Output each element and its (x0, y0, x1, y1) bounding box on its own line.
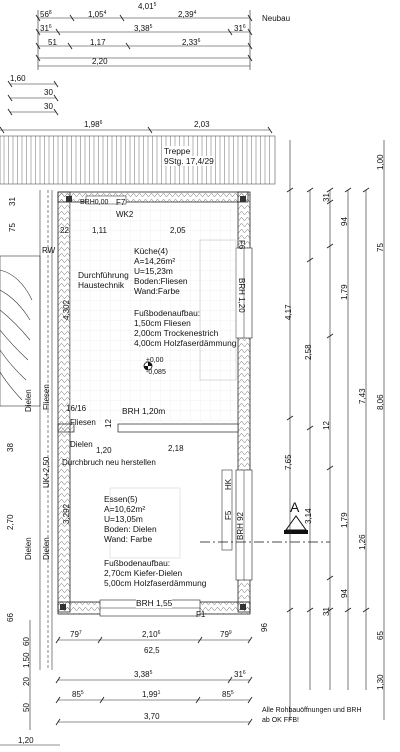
label-f6: F6 (237, 240, 246, 250)
dim-r3-0: 51 (48, 38, 57, 47)
label-brh120-wall: BRH 1,20 (237, 278, 246, 313)
dim-r3-2: 2,33$^6$ (182, 38, 201, 47)
dim-270: 2,70 (6, 514, 15, 530)
rdim-c1-0: 1,00 (376, 154, 385, 170)
dim-3292: 3,292 (62, 503, 71, 524)
dim-r3-1: 1,17 (90, 38, 106, 47)
label-dielen-h: Dielen (70, 440, 93, 449)
bdim-b3-1: $31^6$ (234, 670, 246, 679)
rdim-c3-6: 31 (322, 607, 331, 616)
dining-area: A=10,62m² (104, 504, 146, 514)
rdim-c1-1: 4,17 (284, 304, 293, 320)
dining-floor-layer-1: 2,70cm Kiefer-Dielen (104, 568, 183, 578)
label-durchbruch: Durchbruch neu herstellen (62, 458, 156, 467)
rdim-c2-1: 2,58 (304, 344, 313, 360)
rdim-c5-0: 8,06 (376, 394, 385, 410)
dim-r1-0: $56^8$ (40, 10, 52, 19)
dim-38: 38 (6, 443, 15, 452)
bdim-left-2: 20 (22, 677, 31, 686)
bdim-b6: 1,20 (18, 736, 34, 745)
bdim-b3-0: 3,38$^5$ (134, 670, 153, 679)
bdim-b4-0: $85^5$ (72, 690, 84, 699)
bdim-b5: 3,70 (144, 712, 160, 721)
kitchen-floor: Boden:Fliesen (134, 276, 188, 286)
rdim-c3-0: 31 (322, 193, 331, 202)
dim-r2-0: $31^6$ (40, 24, 52, 33)
dim-left-3: 30 (44, 102, 53, 111)
dim-12: 12 (104, 419, 113, 428)
kitchen-perimeter: U=15,23m (134, 266, 173, 276)
rdim-c3-3: 12 (322, 421, 331, 430)
bdim-b4-2: $85^5$ (222, 690, 234, 699)
durchfuehrung-line-1: Durchführung (78, 270, 129, 280)
label-brh00: BRH0,00 (80, 199, 109, 206)
rdim-c4-0: 7,43 (358, 388, 367, 404)
kitchen-wall: Wand:Farbe (134, 286, 180, 296)
dim-111: 1,11 (92, 226, 107, 235)
left-staircase (0, 190, 52, 670)
dining-floor-build-title: Fußbodenaufbau: (104, 558, 171, 568)
kitchen-floor-layer-1: 1,50cm Fliesen (134, 318, 191, 328)
label-1616: 16/16 (66, 404, 87, 413)
bdim-b2: 62,5 (144, 646, 160, 655)
stairs-spec: 9Stg. 17,4/29 (164, 156, 214, 166)
note-line-1: Alle Rohbauöffnungen und BRH (262, 707, 362, 714)
label-dielen-1: Dielen (24, 389, 33, 412)
rdim-c1-2: 7,65 (284, 454, 293, 470)
rdim-c3-5: 94 (340, 589, 349, 598)
label-dielen-3: Dielen (24, 537, 33, 560)
dim-r1-1: 1,05$^4$ (88, 10, 107, 19)
rdim-c2-2: 3,14 (304, 508, 313, 524)
dim-r5-0: 1,98$^6$ (84, 120, 103, 129)
right-dimension-lines (287, 140, 384, 720)
rdim-c2-3: 1,30 (376, 674, 385, 690)
dim-r5-1: 2,03 (194, 120, 210, 129)
label-brh92: BRH 92 (236, 511, 245, 540)
label-f7: F7 (116, 198, 126, 207)
rdim-c4-1: 1,26 (358, 534, 367, 550)
stairs-title: Treppe (164, 146, 191, 156)
dim-4302: 4,302 (62, 299, 71, 320)
dim-205: 2,05 (170, 226, 186, 235)
bdim-left-1: 60 (22, 637, 31, 646)
stair-treads (0, 136, 275, 184)
label-dielen-2: Dielen (42, 537, 51, 560)
bdim-b1-1: 2,10$^6$ (142, 630, 161, 639)
kitchen-floor-build-title: Fußbodenaufbau: (134, 308, 201, 318)
bottom-dimension-lines (0, 620, 252, 745)
kitchen-floor-layer-3: 4,00cm Holzfaserdämmung (134, 338, 237, 348)
dining-room-name: Essen(5) (104, 494, 138, 504)
dim-96: 96 (260, 623, 269, 632)
bdim-b1-0: $79^7$ (70, 630, 82, 639)
note-line-2: ab OK FFB! (262, 717, 299, 724)
kitchen-area: A=14,26m² (134, 256, 176, 266)
dim-66: 66 (6, 613, 15, 622)
bdim-b4-1: 1,99$^1$ (142, 690, 161, 699)
dining-floor-layer-2: 5,00cm Holzfaserdämmung (104, 578, 207, 588)
label-brh-mid: BRH 1,20m (122, 406, 166, 416)
dim-75-left: 75 (8, 223, 17, 232)
label-fliesen-vertical: Fliesen (42, 384, 51, 410)
neubau-label: Neubau (262, 14, 291, 23)
dining-perimeter: U=13,05m (104, 514, 143, 524)
durchfuehrung-line-2: Haustechnik (78, 280, 125, 290)
stair-tread-lines (4, 136, 270, 184)
rdim-c1-3: 65 (376, 631, 385, 640)
dim-r2-1: 3,38$^5$ (134, 24, 153, 33)
rdim-c2-0: 75 (376, 243, 385, 252)
dining-wall: Wand: Farbe (104, 534, 153, 544)
label-hk: HK (224, 478, 233, 490)
kitchen-floor-layer-2: 2,00cm Trockenestrich (134, 328, 219, 338)
dim-r4: 2,20 (92, 57, 108, 66)
bdim-left-0: 1,50 (22, 652, 31, 668)
dim-r1-2: 2,39$^4$ (178, 10, 197, 19)
level-value-1: ±0,00 (146, 357, 164, 364)
label-f5: F5 (224, 510, 233, 520)
dim-left-1: 1,60 (10, 74, 26, 83)
dim-316-left: 31 (8, 197, 17, 206)
section-letter: A (290, 499, 300, 515)
dim-218: 2,18 (168, 444, 184, 453)
dim-left-2: 30 (44, 88, 53, 97)
dim-total-top: 4,01$^5$ (138, 2, 157, 11)
level-value-2: -0,085 (146, 369, 166, 376)
label-fliesen-h: Fliesen (70, 418, 96, 427)
rdim-c3-2: 1,79 (340, 284, 349, 300)
rdim-c3-4: 1,79 (340, 512, 349, 528)
dim-120: 1,20 (96, 446, 112, 455)
dim-22: 22 (60, 226, 69, 235)
rdim-c3-1: 94 (340, 217, 349, 226)
label-brh155: BRH 1,55 (136, 598, 173, 608)
label-f1: F1 (196, 610, 206, 619)
label-rw: RW (42, 246, 56, 255)
label-wk2: WK2 (116, 210, 134, 219)
label-uk: UK+2,50 (42, 456, 51, 488)
dining-floor: Boden: Dielen (104, 524, 157, 534)
kitchen-room-name: Küche(4) (134, 246, 168, 256)
bdim-left-3: 50 (22, 703, 31, 712)
bdim-b1-2: $79^9$ (220, 630, 232, 639)
dim-r2-2: $31^6$ (234, 24, 246, 33)
